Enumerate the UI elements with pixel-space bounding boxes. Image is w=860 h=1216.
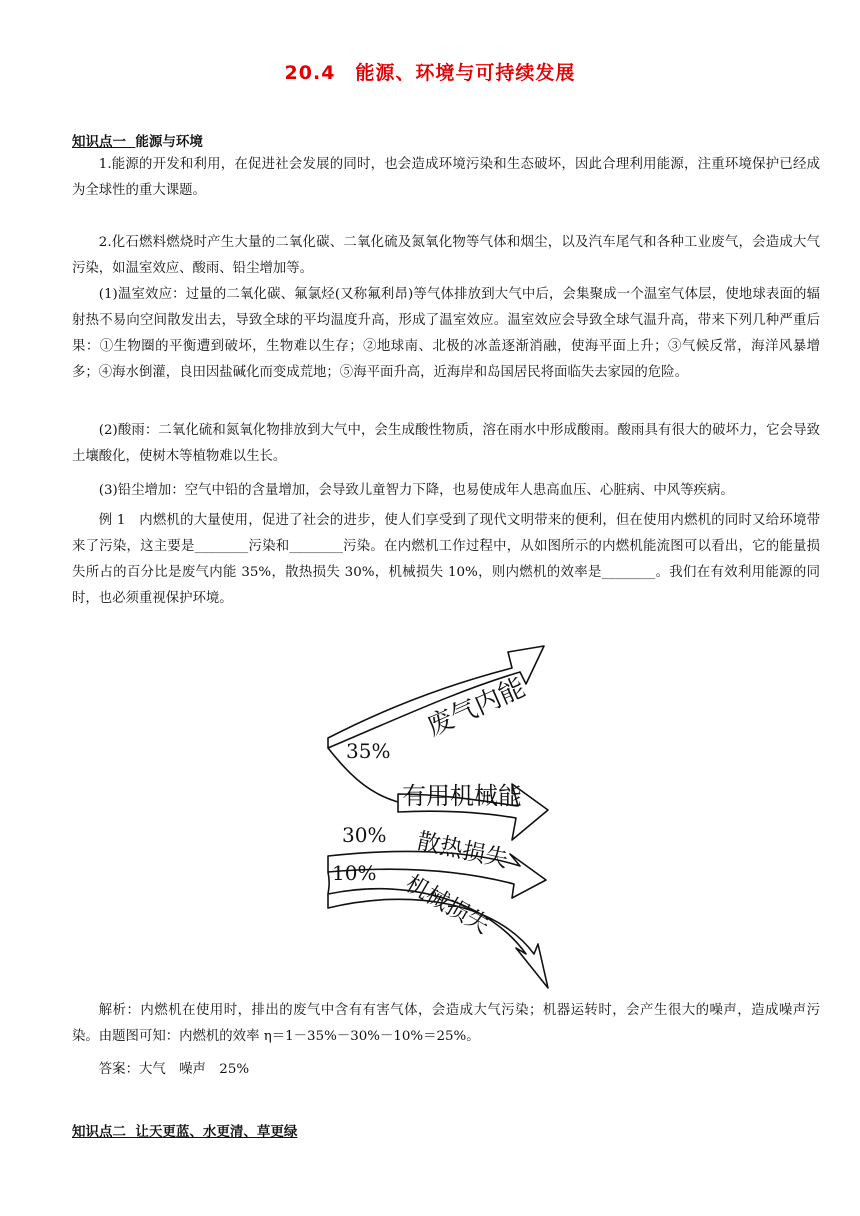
section-heading-1 xyxy=(72,130,203,150)
pct-heat: 30% xyxy=(342,823,387,847)
answer: 答案：大气 噪声 25% xyxy=(98,1062,250,1077)
section-heading-2-number: 知识点二 xyxy=(72,1124,126,1140)
section-heading-2-text: 让天更蓝、水更清、草更绿 xyxy=(135,1124,298,1140)
page-title: 20.4 能源、环境与可持续发展 xyxy=(284,62,576,84)
paragraph-greenhouse: (1)温室效应：过量的二氧化碳、氟氯烃(又称氟利昂)等气体排放到大气中后，会集聚成一个温室气体层，使地球表面的辐射热不易向空间散发出去，导致全球的平均温度升高，形成了温室效应。温室效应会导致全球气温升高，带来下列几种严重后果：①生物圈的平衡遭到破坏，生物难以生存；②地球南、北极的冰盖逐渐消融，使海平面上升；③气候反常，海洋风暴增多；④海水倒灌，良田因盐碱化而变成荒地；⑤海平面升高，近海岸和岛国居民将面临失去家园的危险。 xyxy=(72,287,820,380)
paragraph-acid-rain: (2)酸雨：二氧化硫和氮氧化物排放到大气中，会生成酸性物质，溶在雨水中形成酸雨。酸雨具有很大的破坏力，它会导致土壤酸化，使树木等植物难以生长。 xyxy=(72,423,820,464)
pct-waste: 35% xyxy=(346,739,391,763)
label-useful: 有用机械能 xyxy=(402,782,522,810)
energy-flow-diagram xyxy=(320,626,560,994)
section-heading-1-text: 能源与环境 xyxy=(135,134,203,150)
section-heading-2 xyxy=(72,1120,297,1140)
analysis: 解析：内燃机在使用时，排出的废气中含有有害气体，会造成大气污染；机器运转时，会产生很大的噪声，造成噪声污染。由题图可知：内燃机的效率 η＝1－35%－30%－10%＝25%。 xyxy=(72,1003,820,1044)
label-heat: 散热损失 xyxy=(414,828,511,873)
paragraph-2: 2.化石燃料燃烧时产生大量的二氧化碳、二氧化硫及氮氧化物等气体和烟尘，以及汽车尾气和各种工业废气，会造成大气污染，如温室效应、酸雨、铅尘增加等。 xyxy=(72,235,820,276)
example-1: 例 1 内燃机的大量使用，促进了社会的进步，使人们享受到了现代文明带来的便利，但在使用内燃机的同时又给环境带来了污染，这主要是________污染和________污染。在内燃机工作过程中，从如图所示的内燃机能流图可以看出，它的能量损失所占的百分比是废气内能 35%，散热损失 30%，机械损失 10%，则内燃机的效率是________。我们在有效利用能源的同时，也必须重视保护环境。 xyxy=(72,513,820,606)
paragraph-1: 1.能源的开发和利用，在促进社会发展的同时，也会造成环境污染和生态破坏，因此合理利用能源，注重环境保护已经成为全球性的重大课题。 xyxy=(72,157,820,198)
label-waste: 废气内能 xyxy=(422,672,530,743)
section-heading-1-number: 知识点一 xyxy=(72,134,126,150)
pct-mech: 10% xyxy=(332,861,377,885)
paragraph-lead-dust: (3)铅尘增加：空气中铅的含量增加，会导致儿童智力下降，也易使成年人患高血压、心脏病、中风等疾病。 xyxy=(98,483,734,498)
label-mech: 机械损失 xyxy=(401,870,494,940)
